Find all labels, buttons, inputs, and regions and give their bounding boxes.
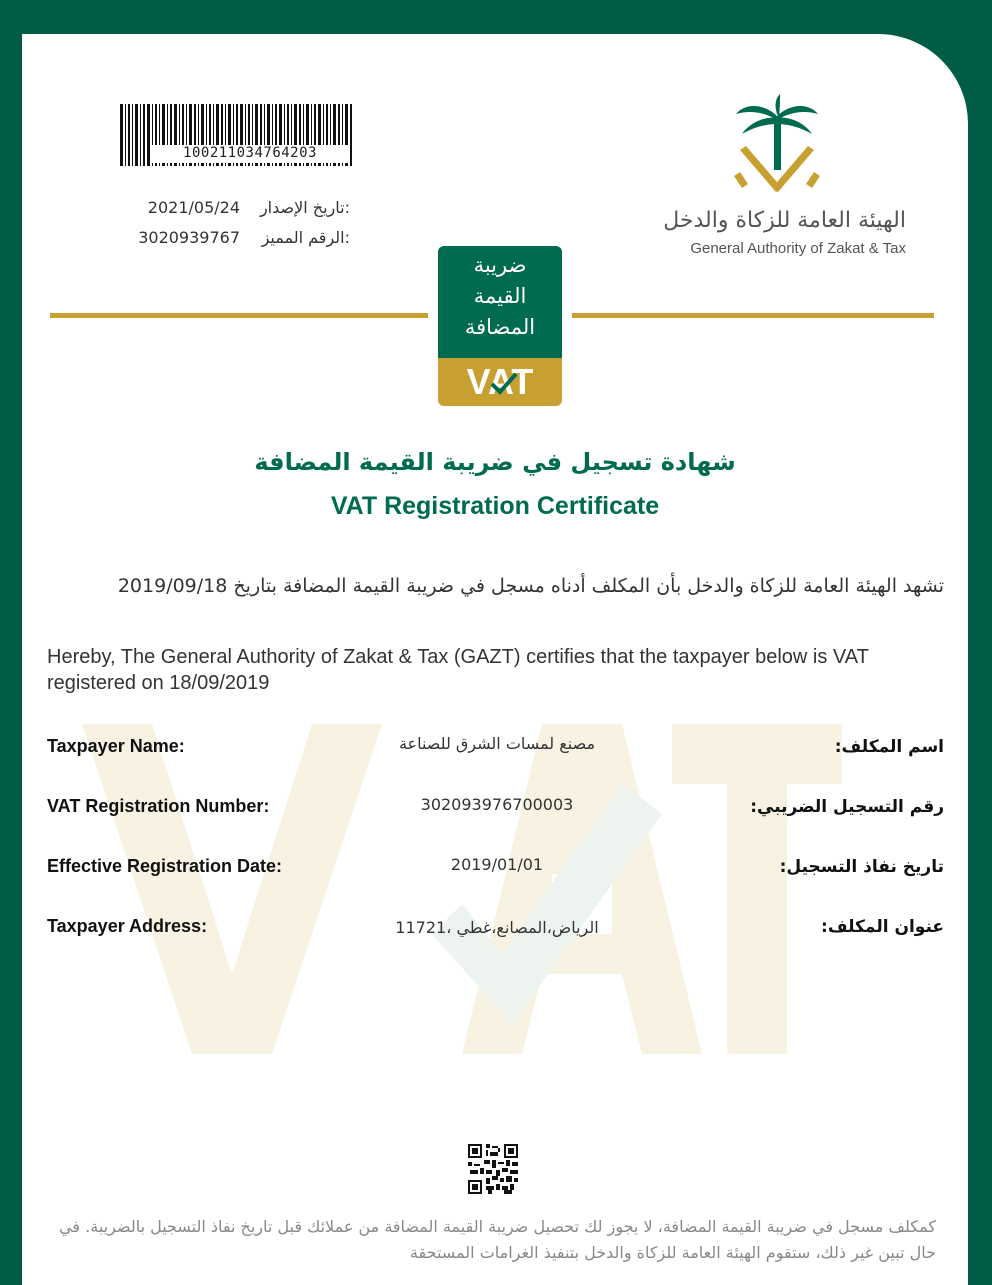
effective-date-label-ar: تاريخ نفاذ التسجيل: bbox=[779, 857, 944, 877]
authority-name-en: General Authority of Zakat & Tax bbox=[690, 240, 906, 257]
issue-date-label: تاريخ الإصدار: bbox=[259, 198, 350, 217]
taxpayer-name-label-ar: اسم المكلف: bbox=[834, 737, 944, 757]
footer-notice-ar: كمكلف مسجل في ضريبة القيمة المضافة، لا يجوز لك تحصيل ضريبة القيمة المضافة من عملائك قبل تاريخ نفاذ التسجيل بالضريبة. في حال تبين غير ذلك، ستقوم الهيئة العامة للزكاة والدخل بتنفيذ الغرامات المستحقة bbox=[59, 1217, 936, 1262]
vat-badge-line-1: ضريبة bbox=[473, 253, 527, 277]
taxpayer-name-label-en: Taxpayer Name: bbox=[47, 736, 185, 756]
qr-code bbox=[468, 1144, 518, 1194]
authority-name-ar: الهيئة العامة للزكاة والدخل bbox=[663, 208, 906, 233]
certificate-card bbox=[22, 34, 968, 1285]
statement-en: Hereby, The General Authority of Zakat & Tax (GAZT) certifies that the taxpayer below is VAT registered on 18/09/2019 bbox=[47, 646, 869, 694]
unique-id-row bbox=[122, 228, 350, 250]
taxpayer-name-value: مصنع لمسات الشرق للصناعة bbox=[398, 734, 596, 753]
gold-divider-right bbox=[572, 313, 934, 318]
taxpayer-address-value: الرياض،المصانع،غطي ،11721 bbox=[395, 918, 599, 937]
gold-divider-left bbox=[50, 313, 428, 318]
unique-id-value: 3020939767 bbox=[138, 228, 240, 247]
effective-date-label-en: Effective Registration Date: bbox=[47, 856, 283, 876]
taxpayer-address-label-ar: عنوان المكلف: bbox=[821, 917, 944, 937]
vat-badge-line-2: القيمة bbox=[473, 284, 527, 308]
vat-number-label-en: VAT Registration Number: bbox=[47, 796, 270, 816]
palm-swords-logo bbox=[732, 94, 822, 198]
vat-badge-line-3: المضافة bbox=[464, 315, 536, 339]
vat-badge-green bbox=[438, 246, 562, 358]
barcode-number: 100211034764203 bbox=[150, 145, 350, 163]
effective-date-value: 2019/01/01 bbox=[450, 855, 544, 874]
issue-date-value: 2021/05/24 bbox=[147, 198, 240, 217]
vat-number-label-ar: رقم التسجيل الضريبي: bbox=[750, 797, 944, 817]
taxpayer-address-label-en: Taxpayer Address: bbox=[47, 916, 208, 936]
vat-badge-text: VAT bbox=[466, 361, 534, 402]
vat-number-value: 302093976700003 bbox=[420, 795, 574, 814]
certificate-title-ar: شهادة تسجيل في ضريبة القيمة المضافة bbox=[254, 448, 736, 476]
issue-date-row bbox=[122, 198, 350, 220]
vat-watermark bbox=[82, 724, 842, 1054]
statement-ar: تشهد الهيئة العامة للزكاة والدخل بأن المكلف أدناه مسجل في ضريبة القيمة المضافة بتاريخ 2019/09/18 bbox=[117, 575, 944, 597]
vat-badge bbox=[438, 246, 562, 406]
unique-id-label: الرقم المميز: bbox=[261, 228, 350, 247]
check-icon bbox=[490, 370, 518, 396]
certificate-title-en: VAT Registration Certificate bbox=[330, 492, 660, 520]
